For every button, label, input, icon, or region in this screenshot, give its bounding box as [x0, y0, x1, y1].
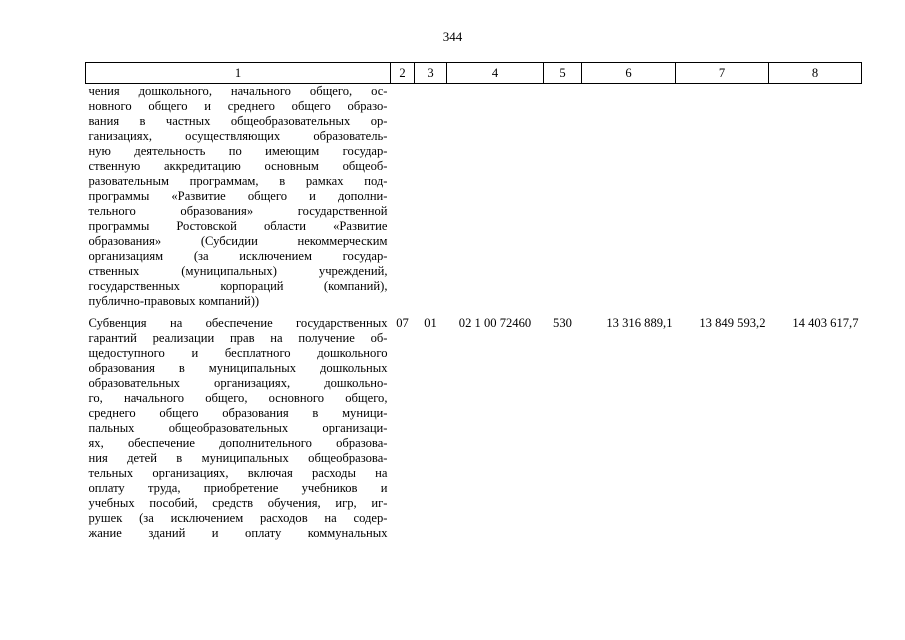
- row-year-3: 14 403 617,7: [792, 316, 859, 330]
- row-vr: [544, 84, 582, 310]
- header-col-1: 1: [86, 63, 391, 84]
- header-col-3: 3: [415, 63, 447, 84]
- header-row: [86, 63, 862, 84]
- row-csr: [447, 84, 544, 310]
- row-description: чения дошкольного, начального общего, ос- новного общего и среднего общего образо- вания в частных общеобразовательных ор- ганизациях, осуществляющих образователь- ную деятельность по имеющим государ- ственную аккредитацию основным общеоб- разовательным программам, в рамках под- программы «Развитие общего и дополни- тельного образования» государственной программы Ростовской области «Развитие образования» (Субсидии некоммерческим организациям (за исключением государ- ственных (муниципальных) учреждений, государственных корпораций (компаний), публично-правовых компаний)): [88, 84, 388, 308]
- row-csr: 02 1 00 72460: [458, 316, 532, 330]
- row-year-1: 13 316 889,1: [606, 316, 673, 330]
- header-col-5: 5: [544, 63, 582, 84]
- row-year-2: [676, 84, 769, 310]
- header-col-6: 6: [582, 63, 676, 84]
- row-year-1: [582, 84, 676, 310]
- table-row: [86, 309, 862, 541]
- row-year-2: 13 849 593,2: [699, 316, 766, 330]
- header-col-4: 4: [447, 63, 544, 84]
- page-number: 344: [442, 29, 463, 44]
- row-rz: 07: [396, 316, 409, 330]
- row-vr: 530: [553, 316, 572, 330]
- table-row: [86, 84, 862, 310]
- row-year-3: [769, 84, 862, 310]
- header-col-7: 7: [676, 63, 769, 84]
- row-rz: [391, 84, 415, 310]
- header-col-8: 8: [769, 63, 862, 84]
- budget-table: [85, 62, 862, 541]
- header-col-2: 2: [391, 63, 415, 84]
- row-pr: [415, 84, 447, 310]
- row-description: Субвенция на обеспечение государственных гарантий реализации прав на получение об- щедоступного и бесплатного дошкольного образования в муниципальных дошкольных образовательных организациях, дошкольно- го, начального общего, основного общего, среднего общего образования в муници- пальных общеобразовательных организаци- ях, обеспечение дополнительного образова- ния детей в муниципальных общеобразова- тельных организациях, включая расходы на оплату труда, приобретение учебников и учебных пособий, средств обучения, игр, иг- рушек (за исключением расходов на содер- жание зданий и оплату коммунальных: [88, 316, 388, 540]
- row-pr: 01: [424, 316, 437, 330]
